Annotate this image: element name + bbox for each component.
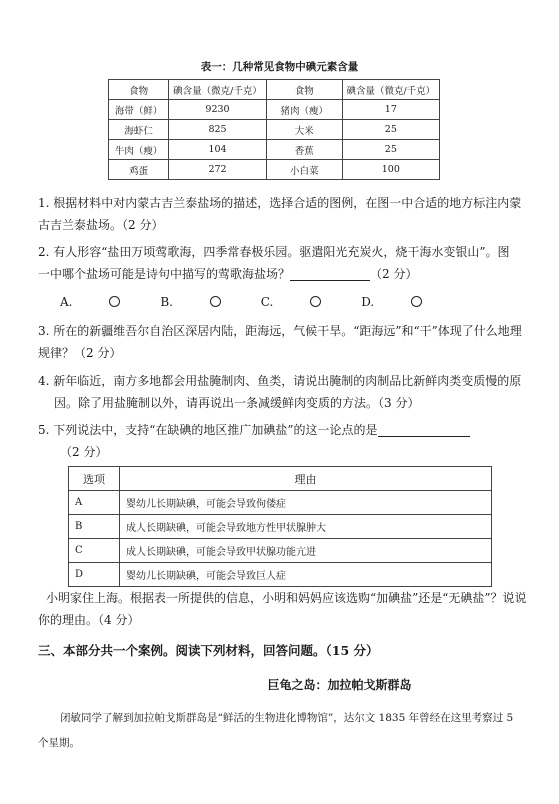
option-a-label: A. [60,295,73,309]
table-cell: 海虾仁 [109,120,169,140]
table-cell: 海带（鲜） [109,100,169,120]
section-3-paragraph: 闭敏同学了解到加拉帕戈斯群岛是“鲜活的生物进化博物馆”，达尔文 1835 年曾经在这里考察过 5 个星期。 [38,712,514,749]
table-cell: 成人长期缺碘，可能会导致地方性甲状腺肿大 [120,515,492,539]
table-header-cell: 食物 [266,80,342,100]
question-6-line2: 你的理由。（4 分） [38,613,140,627]
circled-number-2-icon [210,296,221,307]
section-3-title: 三、本部分共一个案例。阅读下列材料，回答问题。（15 分） [38,643,379,658]
question-3-line2: 规律？（2 分） [38,346,122,360]
question-2-line1: 2. 有人形容“盐田万顷莺歌海，四季常春极乐园。驱遣阳光充炭火，烧干海水变银山”。图 [38,245,510,259]
question-5-prompt: 5. 下列说法中，支持“在缺碘的地区推广加碘盐”的这一论点的是 [38,423,378,437]
option-c-label: C. [260,295,274,309]
table-header-cell: 选项 [69,467,120,491]
table-cell: A [69,491,120,515]
section-3-subtitle: 巨龟之岛：加拉帕戈斯群岛 [267,678,412,692]
question-2-prompt: 一中哪个盐场可能是诗句中描写的莺歌海盐场？ [38,267,291,281]
table-cell: C [69,539,120,563]
question-1-line1: 1. 根据材料中对内蒙古吉兰泰盐场的描述，选择合适的图例，在图一中合适的地方标注内蒙 [38,196,522,210]
question-2-options [60,295,458,309]
table-cell: 9230 [169,100,266,120]
circled-number-4-icon [411,296,422,307]
option-b-label: B. [160,295,173,309]
option-c [261,295,322,309]
question-4-line2: 因。除了用盐腌制以外，请再说出一条减缓鲜肉变质的方法。（3 分） [54,396,420,410]
option-a [60,295,120,309]
table-cell: 100 [342,160,439,180]
table-row [69,491,492,515]
table-header-row [69,467,492,491]
table1-title: 表一：几种常见食物中碘元素含量 [200,61,359,73]
question-1 [38,192,530,236]
table-cell: 香蕉 [266,140,342,160]
question-5 [38,419,530,463]
table-cell: 104 [169,140,266,160]
table-row [69,515,492,539]
circled-number-1-icon [109,296,120,307]
table-cell: 17 [342,100,439,120]
table-cell: 猪肉（瘦） [266,100,342,120]
question-4-line1: 4. 新年临近，南方多地都会用盐腌制肉、鱼类，请说出腌制的肉制品比新鲜肉类变质慢的原 [38,374,522,388]
table-cell: 婴幼儿长期缺碘，可能会导致巨人症 [120,563,492,587]
question-6-line1: 小明家住上海。根据表一所提供的信息，小明和妈妈应该选购“加碘盐”还是“无碘盐”？说说 [46,591,527,605]
table-cell: 825 [169,120,266,140]
table-header-cell: 理由 [120,467,492,491]
table-cell: D [69,563,120,587]
table-cell: 大米 [266,120,342,140]
table-row [109,140,440,160]
iodine-content-table [108,79,440,180]
table-row [69,539,492,563]
table-row [109,120,440,140]
table-header-cell: 食物 [109,80,169,100]
table-header-cell: 碘含量（微克/千克） [342,80,439,100]
option-b [160,295,221,309]
table-row [109,160,440,180]
question-2-points: （2 分） [370,267,418,281]
answer-blank [290,266,370,281]
table-cell: 272 [169,160,266,180]
question-4 [38,370,530,414]
table-cell: 小白菜 [266,160,342,180]
answer-blank [378,422,470,437]
question-5-line1 [38,419,530,441]
options-reason-table [68,466,492,587]
question-3 [38,320,530,364]
table-header-cell: 碘含量（微克/千克） [169,80,266,100]
table-row [109,100,440,120]
question-2 [38,241,530,285]
option-d-label: D. [361,295,375,309]
table-header-row [109,80,440,100]
table-cell: 牛肉（瘦） [109,140,169,160]
question-5-points: （2 分） [60,445,108,459]
question-3-line1: 3. 所在的新疆维吾尔自治区深居内陆，距海远，气候干旱。“距海远”和“干”体现了什么地理 [38,324,522,338]
circled-number-3-icon [310,296,321,307]
table-cell: B [69,515,120,539]
question-1-line2: 古吉兰泰盐场。（2 分） [38,218,164,232]
option-d [361,295,422,309]
table-cell: 成人长期缺碘，可能会导致甲状腺功能亢进 [120,539,492,563]
table-cell: 鸡蛋 [109,160,169,180]
table-cell: 25 [342,120,439,140]
table-cell: 25 [342,140,439,160]
table-cell: 婴幼儿长期缺碘，可能会导致佝偻症 [120,491,492,515]
table-row [69,563,492,587]
question-6 [38,587,530,631]
question-2-line2 [38,263,530,285]
